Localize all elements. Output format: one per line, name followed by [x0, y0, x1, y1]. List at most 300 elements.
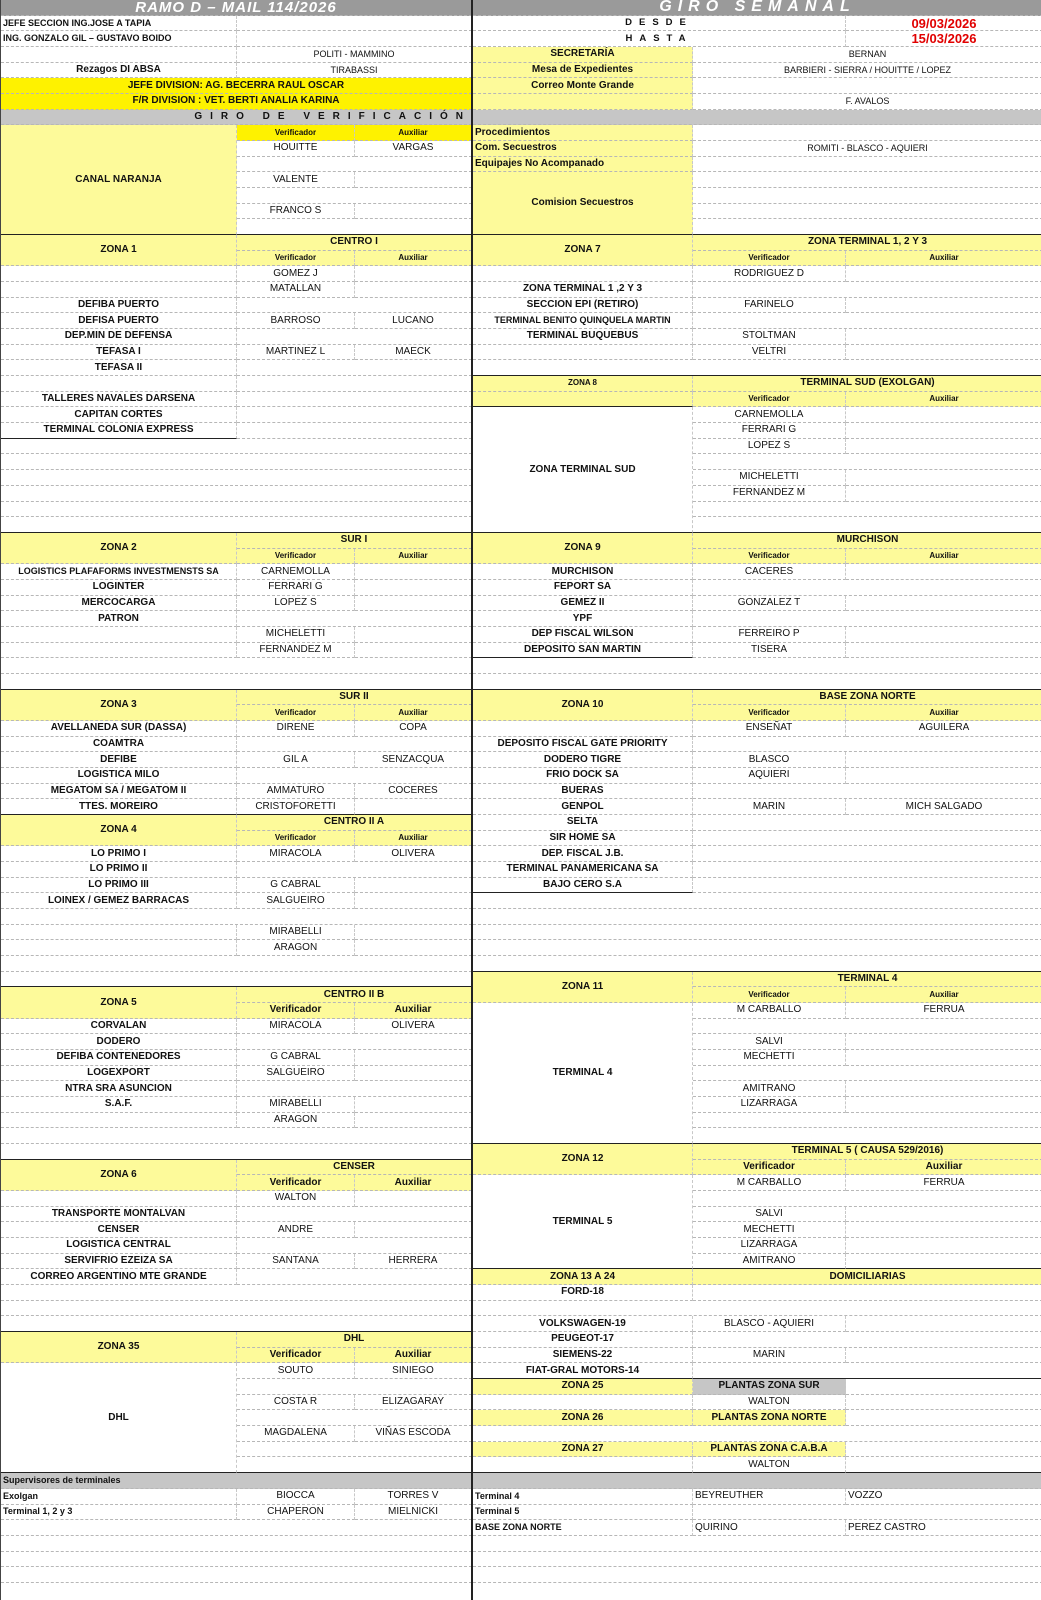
headers-verificador: Verificador [693, 549, 846, 565]
zona12-v1: M CARBALLO [693, 1175, 846, 1191]
zona13-p2: VOLKSWAGEN-19 [473, 1316, 693, 1332]
zona2-v3: LOPEZ S [237, 596, 355, 612]
zona7-v4: VELTRI [693, 345, 846, 361]
empty-cell [237, 188, 472, 204]
empty-cell [693, 784, 1041, 800]
empty-cell [1, 1316, 472, 1332]
headers-verificador: Verificador [693, 987, 846, 1003]
empty-cell [237, 1410, 472, 1426]
zona10-p5: GENPOL [473, 799, 693, 815]
empty-cell [355, 596, 472, 612]
supervisores-bzna: QUIRINO [693, 1520, 846, 1536]
zona8-v1: CARNEMOLLA [693, 407, 846, 423]
zona3-p3: DEFIBE [1, 752, 237, 768]
empty-cell [846, 1034, 1041, 1050]
zona35-a3: VIÑAS ESCODA [355, 1426, 472, 1442]
empty-cell [846, 752, 1041, 768]
empty-cell [237, 376, 472, 392]
headers-verificador: Verificador [237, 831, 355, 847]
zona-11-title: ZONA 11 [473, 972, 693, 1003]
desde-label: DESDE [473, 16, 846, 32]
empty-cell [355, 878, 472, 894]
zona-25: ZONA 25 [473, 1379, 693, 1395]
zona3-a2: SENZACQUA [355, 752, 472, 768]
bernan: BERNAN [693, 47, 1041, 63]
zona1-v2: MATALLAN [237, 282, 355, 298]
empty-cell [693, 502, 1041, 518]
headers-auxiliar: Auxiliar [846, 987, 1041, 1003]
romiti: ROMITI - BLASCO - AQUIERI [693, 141, 1041, 157]
terminal-5-place: TERMINAL 5 [473, 1175, 693, 1269]
zona-2-title: ZONA 2 [1, 533, 237, 564]
zona11-v5: LIZARRAGA [693, 1097, 846, 1113]
empty-cell [693, 125, 1041, 141]
empty-cell [237, 1081, 472, 1097]
dhl-place: DHL [1, 1363, 237, 1473]
empty-cell [846, 1442, 1041, 1458]
empty-cell [355, 1113, 472, 1129]
empty-cell [693, 172, 1041, 188]
zona5-p4: LOGEXPORT [1, 1066, 237, 1082]
empty-cell [1, 940, 237, 956]
politi: POLITI - MAMMINO [237, 47, 472, 63]
empty-cell [237, 737, 472, 753]
empty-cell [693, 1363, 1041, 1379]
procedimientos: Procedimientos [473, 125, 693, 141]
canal-r3v: FRANCO S [237, 204, 355, 220]
headers-verificador: Verificador [237, 1003, 355, 1019]
jefe-seccion: JEFE SECCION ING.JOSE A TAPIA [1, 16, 237, 32]
zona5-p5: NTRA SRA ASUNCION [1, 1081, 237, 1097]
empty-cell [237, 329, 472, 345]
empty-cell [693, 219, 1041, 235]
empty-cell [355, 580, 472, 596]
empty-cell [1, 658, 472, 674]
zona4-v5: ARAGON [237, 940, 355, 956]
empty-cell [473, 893, 1041, 909]
zona8-v5: FERNANDEZ M [693, 486, 846, 502]
empty-cell [846, 1207, 1041, 1223]
headers-auxiliar: Auxiliar [355, 1348, 472, 1364]
zona3-a3: COCERES [355, 784, 472, 800]
zona-7-title: ZONA 7 [473, 235, 693, 266]
zona7-p2: SECCION EPI (RETIRO) [473, 298, 693, 314]
headers-verificador: Verificador [693, 251, 846, 267]
empty-cell [473, 360, 1041, 376]
empty-cell [693, 157, 1041, 173]
empty-cell [693, 313, 1041, 329]
zona7-p4: TERMINAL BUQUEBUS [473, 329, 693, 345]
zona3-v2: GIL A [237, 752, 355, 768]
empty-cell [355, 266, 472, 282]
empty-cell [1, 1191, 237, 1207]
headers-verificador: Verificador [693, 392, 846, 408]
zona10-p4: BUERAS [473, 784, 693, 800]
empty-cell [473, 940, 1041, 956]
zona-11-area: TERMINAL 4 [693, 972, 1041, 988]
zona13-p1: FORD-18 [473, 1285, 693, 1301]
zona4-a1: OLIVERA [355, 846, 472, 862]
empty-cell [1, 1536, 472, 1552]
zona6-p3: LOGISTICA CENTRAL [1, 1238, 237, 1254]
zona5-v1: MIRACOLA [237, 1019, 355, 1035]
zona2-v4: MICHELETTI [237, 627, 355, 643]
zona2-v2: FERRARI G [237, 580, 355, 596]
supervisores-t4a: BEYREUTHER [693, 1489, 846, 1505]
zona-3-title: ZONA 3 [1, 690, 237, 721]
zona1-v3: BARROSO [237, 313, 355, 329]
empty-cell [846, 486, 1041, 502]
verificador-header: Verificador [237, 125, 355, 141]
zona5-p6: S.A.F. [1, 1097, 237, 1113]
zona2-v5: FERNANDEZ M [237, 643, 355, 659]
zona11-v2: SALVI [693, 1034, 846, 1050]
supervisores-e1: BIOCCA [237, 1489, 355, 1505]
empty-cell [846, 596, 1041, 612]
supervisores-t5: Terminal 5 [473, 1505, 693, 1521]
secretaria: SECRETARÍA [473, 47, 693, 63]
empty-cell [1, 517, 472, 533]
zona5-v4: MIRABELLI [237, 1097, 355, 1113]
zona9-p4: YPF [473, 611, 693, 627]
zona2-p4: PATRON [1, 611, 237, 627]
empty-cell [355, 799, 472, 815]
zona-1-area: CENTRO I [237, 235, 472, 251]
zona-35-area: DHL [237, 1332, 472, 1348]
empty-cell [846, 1081, 1041, 1097]
headers-auxiliar: Auxiliar [846, 392, 1041, 408]
zona5-v2: G CABRAL [237, 1050, 355, 1066]
empty-cell [473, 1473, 1041, 1489]
empty-cell [237, 862, 472, 878]
zona8-v2: FERRARI G [693, 423, 846, 439]
empty-cell [1, 470, 472, 486]
empty-cell [693, 862, 1041, 878]
headers-auxiliar: Auxiliar [355, 1175, 472, 1191]
canal-naranja-title: CANAL NARANJA [1, 125, 237, 235]
empty-cell [473, 674, 1041, 690]
empty-cell [846, 345, 1041, 361]
empty-cell [1, 1567, 472, 1583]
hasta-date: 15/03/2026 [846, 31, 1041, 47]
empty-cell [473, 392, 693, 408]
empty-cell [237, 1457, 472, 1473]
zona2-p1: LOGISTICS PLAFAFORMS INVESTMENSTS SA [1, 564, 237, 580]
empty-cell [473, 110, 1041, 126]
empty-cell [846, 1050, 1041, 1066]
zona12-v4: LIZARRAGA [693, 1238, 846, 1254]
zona-4-area: CENTRO II A [237, 815, 472, 831]
zona-5-area: CENTRO II B [237, 987, 472, 1003]
zona1-p1: DEFIBA PUERTO [1, 298, 237, 314]
zona10-p7: SIR HOME SA [473, 831, 693, 847]
empty-cell [237, 611, 472, 627]
empty-cell [1, 1128, 472, 1144]
zona1-p5: TEFASA II [1, 360, 237, 376]
zona6-p1: TRANSPORTE MONTALVAN [1, 1207, 237, 1223]
zona3-p2: COAMTRA [1, 737, 237, 753]
zona13-p4: SIEMENS-22 [473, 1348, 693, 1364]
zona4-v2: G CABRAL [237, 878, 355, 894]
supervisores-title: Supervisores de terminales [1, 1473, 472, 1489]
zona8-v4: MICHELETTI [693, 470, 846, 486]
supervisores-bznb: PEREZ CASTRO [846, 1520, 1041, 1536]
zona4-v3: SALGUEIRO [237, 893, 355, 909]
empty-cell [693, 1285, 1041, 1301]
mesa-expedientes: Mesa de Expedientes [473, 63, 693, 79]
rezagos: Rezagos DI ABSA [1, 63, 237, 79]
zona35-a2: ELIZAGARAY [355, 1395, 472, 1411]
empty-cell [693, 580, 1041, 596]
zona3-v3: AMMATURO [237, 784, 355, 800]
zona10-p6: SELTA [473, 815, 693, 831]
zona35-v3: MAGDALENA [237, 1426, 355, 1442]
zona6-p2: CENSER [1, 1222, 237, 1238]
empty-cell [355, 564, 472, 580]
zona7-v1: RODRIGUEZ D [693, 266, 846, 282]
zona3-v4: CRISTOFORETTI [237, 799, 355, 815]
zona11-v4: AMITRANO [693, 1081, 846, 1097]
empty-cell [693, 846, 1041, 862]
zona-7-area: ZONA TERMINAL 1, 2 Y 3 [693, 235, 1041, 251]
zona9-p5: DEP FISCAL WILSON [473, 627, 693, 643]
zona6-a3: HERRERA [355, 1254, 472, 1270]
empty-cell [237, 157, 472, 173]
empty-cell [473, 1301, 1041, 1317]
empty-cell [1, 956, 472, 972]
zona13-p5: FIAT-GRAL MOTORS-14 [473, 1363, 693, 1379]
zona3-p6: TTES. MOREIRO [1, 799, 237, 815]
empty-cell [693, 1128, 1041, 1144]
empty-cell [237, 1379, 472, 1395]
zona12-v5: AMITRANO [693, 1254, 846, 1270]
headers-verificador: Verificador [237, 251, 355, 267]
supervisores-t4b: VOZZO [846, 1489, 1041, 1505]
zona8-v3: LOPEZ S [693, 439, 846, 455]
zona10-v4: MARIN [693, 799, 846, 815]
empty-cell [693, 815, 1041, 831]
empty-cell [237, 1207, 472, 1223]
zona11-v3: MECHETTI [693, 1050, 846, 1066]
zona5-a1: OLIVERA [355, 1019, 472, 1035]
right-column [471, 0, 1041, 1600]
empty-cell [355, 1222, 472, 1238]
zona4-p2: LO PRIMO II [1, 862, 237, 878]
zona-35-title: ZONA 35 [1, 1332, 237, 1363]
empty-cell [846, 768, 1041, 784]
zona7-p1: ZONA TERMINAL 1 ,2 Y 3 [473, 282, 693, 298]
empty-cell [1, 47, 237, 63]
empty-cell [693, 1505, 1041, 1521]
empty-cell [237, 219, 472, 235]
empty-cell [473, 909, 1041, 925]
fr-division: F/R DIVISION : VET. BERTI ANALIA KARINA [1, 94, 472, 110]
empty-cell [237, 360, 472, 376]
zona13-p3: PEUGEOT-17 [473, 1332, 693, 1348]
supervisores-exolgan: Exolgan [1, 1489, 237, 1505]
zona-6-title: ZONA 6 [1, 1160, 237, 1191]
giro-verificacion: GIRO DE VERIFICACIÓN [1, 110, 472, 126]
empty-cell [693, 282, 1041, 298]
headers-auxiliar: Auxiliar [355, 549, 472, 565]
zona9-v3: FERREIRO P [693, 627, 846, 643]
canal-r1v: HOUITTE [237, 141, 355, 157]
empty-cell [693, 1019, 1041, 1035]
empty-cell [846, 1348, 1041, 1364]
ingenieros: ING. GONZALO GIL – GUSTAVO BOIDO [1, 31, 237, 47]
zona1-p8: TERMINAL COLONIA EXPRESS [1, 423, 237, 439]
zona11-a1: FERRUA [846, 1003, 1041, 1019]
zona-12-title: ZONA 12 [473, 1144, 693, 1175]
equipajes: Equipajes No Acompanado [473, 157, 693, 173]
empty-cell [355, 940, 472, 956]
headers-auxiliar: Auxiliar [846, 1160, 1041, 1176]
hasta-label: HASTA [473, 31, 846, 47]
empty-cell [355, 627, 472, 643]
zona10-p8: DEP. FISCAL J.B. [473, 846, 693, 862]
empty-cell [355, 1097, 472, 1113]
plantas-walton2: WALTON [693, 1457, 846, 1473]
zona9-v4: TISERA [693, 643, 846, 659]
jefe-division: JEFE DIVISION: AG. BECERRA RAUL OSCAR [1, 78, 472, 94]
empty-cell [846, 1097, 1041, 1113]
zona9-p1: MURCHISON [473, 564, 693, 580]
empty-cell [237, 768, 472, 784]
empty-cell [355, 282, 472, 298]
empty-cell [846, 329, 1041, 345]
empty-cell [473, 1395, 693, 1411]
empty-cell [355, 925, 472, 941]
zona1-p6: TALLERES NAVALES DARSENA [1, 392, 237, 408]
empty-cell [355, 1066, 472, 1082]
zona35-a1: SINIEGO [355, 1363, 472, 1379]
empty-cell [846, 564, 1041, 580]
empty-cell [237, 1034, 472, 1050]
zona-terminal-sud: ZONA TERMINAL SUD [473, 407, 693, 532]
empty-cell [846, 439, 1041, 455]
zona4-v1: MIRACOLA [237, 846, 355, 862]
plantas-walton1: WALTON [693, 1395, 846, 1411]
zona2-p2: LOGINTER [1, 580, 237, 596]
empty-cell [473, 1583, 1041, 1599]
empty-cell [1, 627, 237, 643]
zona13-v4: MARIN [693, 1348, 846, 1364]
ramo-title: RAMO D – MAIL 114/2026 [1, 0, 472, 16]
barbieri: BARBIERI - SIERRA / HOUITTE / LOPEZ [693, 63, 1041, 79]
empty-cell [355, 643, 472, 659]
zona-26: ZONA 26 [473, 1410, 693, 1426]
zona-1-title: ZONA 1 [1, 235, 237, 266]
zona-9-area: MURCHISON [693, 533, 1041, 549]
zona9-v2: GONZALEZ T [693, 596, 846, 612]
zona10-a4: MICH SALGADO [846, 799, 1041, 815]
empty-cell [846, 1222, 1041, 1238]
empty-cell [1, 674, 472, 690]
empty-cell [237, 1238, 472, 1254]
empty-cell [1, 502, 472, 518]
zona-10-area: BASE ZONA NORTE [693, 690, 1041, 706]
empty-cell [846, 627, 1041, 643]
zona6-v1: WALTON [237, 1191, 355, 1207]
zona1-v1: GOMEZ J [237, 266, 355, 282]
zona3-v1: DIRENE [237, 721, 355, 737]
zona-8-area: TERMINAL SUD (EXOLGAN) [693, 376, 1041, 392]
empty-cell [1, 1301, 472, 1317]
zona13-v2: BLASCO - AQUIERI [693, 1316, 846, 1332]
zona3-p1: AVELLANEDA SUR (DASSA) [1, 721, 237, 737]
empty-cell [846, 470, 1041, 486]
empty-cell [846, 407, 1041, 423]
zona10-v3: AQUIERI [693, 768, 846, 784]
empty-cell [693, 878, 1041, 894]
empty-cell [693, 188, 1041, 204]
empty-cell [846, 1379, 1041, 1395]
zona7-v3: STOLTMAN [693, 329, 846, 345]
empty-cell [237, 423, 472, 439]
empty-cell [473, 1536, 1041, 1552]
zona5-v5: ARAGON [237, 1113, 355, 1129]
headers-verificador: Verificador [237, 1175, 355, 1191]
empty-cell [846, 1316, 1041, 1332]
empty-cell [1, 282, 237, 298]
zona-10-title: ZONA 10 [473, 690, 693, 721]
headers-auxiliar: Auxiliar [846, 549, 1041, 565]
zona-27: ZONA 27 [473, 1442, 693, 1458]
empty-cell [846, 423, 1041, 439]
empty-cell [473, 925, 1041, 941]
empty-cell [693, 454, 1041, 470]
zona3-p5: MEGATOM SA / MEGATOM II [1, 784, 237, 800]
empty-cell [846, 266, 1041, 282]
zona12-v2: SALVI [693, 1207, 846, 1223]
empty-cell [473, 1552, 1041, 1568]
zona1-a4: MAECK [355, 345, 472, 361]
zona2-v1: CARNEMOLLA [237, 564, 355, 580]
empty-cell [846, 643, 1041, 659]
zona5-v3: SALGUEIRO [237, 1066, 355, 1082]
zona1-v4: MARTINEZ L [237, 345, 355, 361]
empty-cell [473, 345, 693, 361]
headers-verificador: Verificador [693, 705, 846, 721]
empty-cell [355, 1191, 472, 1207]
empty-cell [1, 1552, 472, 1568]
zona6-v2: ANDRE [237, 1222, 355, 1238]
empty-cell [846, 1410, 1041, 1426]
zona-5-title: ZONA 5 [1, 987, 237, 1018]
zona4-p1: LO PRIMO I [1, 846, 237, 862]
empty-cell [693, 517, 1041, 533]
empty-cell [846, 298, 1041, 314]
headers-verificador: Verificador [237, 705, 355, 721]
zona7-v2: FARINELO [693, 298, 846, 314]
empty-cell [237, 298, 472, 314]
empty-cell [237, 1269, 472, 1285]
zona9-p3: GEMEZ II [473, 596, 693, 612]
empty-cell [1, 454, 472, 470]
headers-verificador: Verificador [237, 1348, 355, 1364]
comision-secuestros: Comision Secuestros [473, 172, 693, 235]
empty-cell [1, 1113, 237, 1129]
zona-8-title: ZONA 8 [473, 376, 693, 392]
empty-cell [846, 1457, 1041, 1473]
empty-cell [1, 266, 237, 282]
zona1-p7: CAPITAN CORTES [1, 407, 237, 423]
zona10-p3: FRIO DOCK SA [473, 768, 693, 784]
empty-cell [473, 1426, 1041, 1442]
zona1-p2: DEFISA PUERTO [1, 313, 237, 329]
zona12-a1: FERRUA [846, 1175, 1041, 1191]
supervisores-t2: MIELNICKI [355, 1505, 472, 1521]
